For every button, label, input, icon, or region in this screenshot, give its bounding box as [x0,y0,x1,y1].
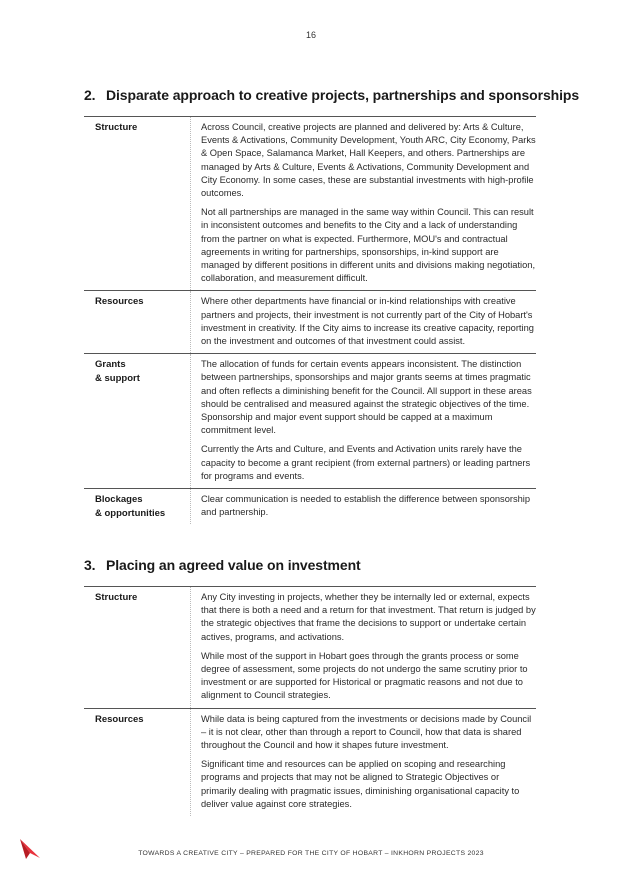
row-content [190,354,536,488]
brand-arrow-icon [18,836,42,862]
row-content [190,709,536,816]
row-label: Resources [95,296,144,308]
paragraph: Any City investing in projects, whether they be internally led or external, expects that there is both a need and a return for that investment. That return is judged by the strategic objectives that frame the decisions to support or undertake certain actives, programs, and activations. [201,592,536,642]
section-heading [84,87,579,103]
table-row [84,117,536,291]
row-content [190,587,536,708]
paragraph: Across Council, creative projects are planned and delivered by: Arts & Culture, Events & Activations, Community Development, Youth ARC, City Economy, Parks & Open Space, Salamanca Market, Hall Keepers, and others. Partnerships are managed by Arts & Culture, Events & Activations, Community Development and City Economy. In some cases, these are substantial investments with high-profile outcomes. [201,122,536,199]
paragraph: Currently the Arts and Culture, and Events and Activation units rarely have the capacity to become a grant recipient (from external partners) or leading partners for programs and events. [201,444,531,481]
row-content [190,117,536,290]
section-title: Disparate approach to creative projects, partnerships and sponsorships [106,87,580,103]
section-table [84,116,536,524]
paragraph: The allocation of funds for certain events appears inconsistent. The distinction between partnerships, sponsorships and major grants seems at times pragmatic and often reflects a diminishing benefit for the Council. All support in these areas should be centralised and measured against the strategic objectives of the time. Sponsorship and major event support should be capped at a maximum commitment level. [201,359,532,436]
paragraph: Clear communication is needed to establish the difference between sponsorship and partnership. [201,494,531,518]
paragraph: Not all partnerships are managed in the same way within Council. This can result in inconsistent outcomes and benefits to the City and a lack of understanding from the partner on what is expected. Furthermore, MOU's and contractual agreements in writing for partnerships, sponsorships, in-kind support are managed by different positions in different units and divisions making negotiation, collaboration, and measurement difficult. [201,207,536,284]
table-row [84,587,536,709]
paragraph: While data is being captured from the investments or decisions made by Council – it is not clear, other than through a report to Council, how that data is shared throughout the Council and how it shapes future investment. [201,713,532,751]
row-label: Resources [95,713,144,725]
table-row [84,354,536,489]
section-title: Placing an agreed value on investment [106,557,361,573]
row-label: Structure [95,122,138,133]
table-row [84,489,536,524]
paragraph: Significant time and resources can be applied on scoping and researching programs and projects that may not be aligned to Strategic Objectives or primarily dealing with pragmatic issues, diminishing organisational capacity to deliver value against core strategies. [201,759,520,809]
paragraph: Where other departments have financial or in-kind relationships with creative partners and projects, their investment is not currently part of the City of Hobart's investment in creativity. If the City aims to increase its creative capacity, reporting on the investment and outcomes of that investment could assist. [201,296,534,347]
row-label: Blockages & opportunities [95,494,166,520]
row-label: Structure [95,592,138,603]
page-footer: TOWARDS A CREATIVE CITY – PREPARED FOR THE CITY OF HOBART – INKHORN PROJECTS 2023 [138,850,484,857]
row-label: Grants & support [95,359,140,385]
paragraph: While most of the support in Hobart goes through the grants process or some degree of assessment, some projects do not undergo the same scrutiny prior to investment or are supported for Historical or pragmatic reasons and not due to alignment to Council strategies. [201,650,528,701]
section-heading [84,557,361,573]
table-row [84,709,536,816]
row-content [190,489,536,524]
row-content [190,291,536,353]
section-number: 2. [84,87,96,103]
page-number: 16 [305,30,316,40]
table-row [84,291,536,354]
section-number: 3. [84,557,96,573]
section-table [84,586,536,816]
